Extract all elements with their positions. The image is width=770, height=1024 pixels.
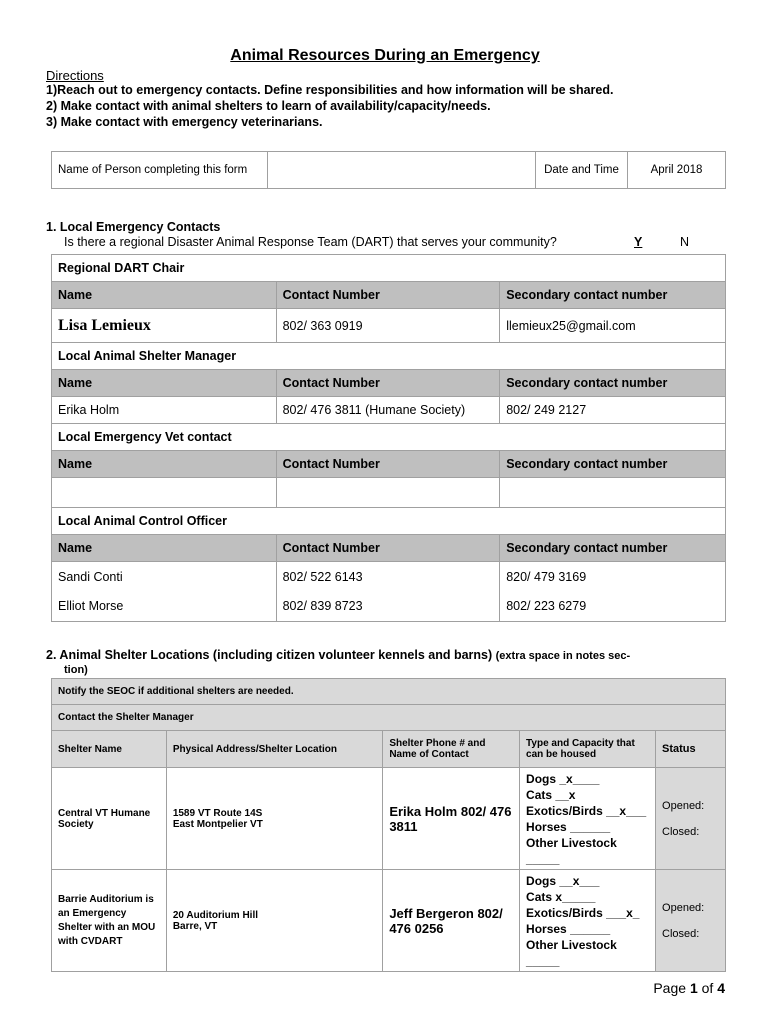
aco-secondary: 820/ 479 3169: [500, 562, 726, 592]
contact-manager-text: Contact the Shelter Manager: [52, 705, 726, 731]
col-contact: Contact Number: [276, 535, 500, 562]
emergency-contacts-table: [51, 254, 726, 622]
status-closed: Closed:: [662, 927, 700, 940]
address-line-1: 20 Auditorium Hill: [172, 909, 259, 921]
section2-title: 2. Animal Shelter Locations (including citizen volunteer kennels and barns): [46, 648, 493, 662]
livestock-capacity: Other Livestock: [526, 835, 617, 850]
shelter-manager-name: Erika Holm: [52, 397, 277, 424]
page-label: Page: [653, 980, 687, 996]
dart-chair-contact: 802/ 363 0919: [276, 309, 500, 343]
col-contact: Contact Number: [276, 370, 500, 397]
direction-item-2: 2) Make contact with animal shelters to learn of availability/capacity/needs.: [46, 99, 491, 113]
dart-chair-secondary: llemieux25@gmail.com: [500, 309, 726, 343]
col-secondary: Secondary contact number: [500, 451, 726, 478]
page-current: 1: [689, 980, 698, 996]
dogs-capacity: Dogs __x___: [526, 873, 600, 888]
shelter-name: Central VT Humane Society: [52, 768, 167, 870]
dogs-capacity: Dogs _x____: [526, 771, 600, 786]
dart-no-option[interactable]: N: [680, 235, 690, 249]
cats-capacity: Cats x_____: [526, 889, 596, 904]
col-secondary: Secondary contact number: [500, 370, 726, 397]
table-row: [52, 870, 726, 972]
col-name: Name: [52, 370, 277, 397]
vet-name-field[interactable]: [52, 478, 277, 508]
col-phone: Shelter Phone # and Name of Contact: [383, 731, 520, 768]
shelter-manager-contact: 802/ 476 3811 (Humane Society): [276, 397, 500, 424]
table-row: [52, 562, 726, 592]
col-name: Name: [52, 535, 277, 562]
col-type: Type and Capacity that can be housed: [520, 731, 656, 768]
livestock-capacity: Other Livestock: [526, 937, 617, 952]
page-title: Animal Resources During an Emergency: [230, 47, 540, 64]
section1-heading: 1. Local Emergency Contacts: [46, 220, 221, 234]
col-secondary: Secondary contact number: [500, 535, 726, 562]
aco-contact: 802/ 522 6143: [276, 562, 500, 592]
direction-item-3: 3) Make contact with emergency veterinarians.: [46, 115, 323, 129]
section2-note: (extra space in notes sec-: [495, 650, 631, 662]
shelter-locations-table: [51, 678, 726, 972]
col-secondary: Secondary contact number: [500, 282, 726, 309]
date-label: Date and Time: [536, 152, 628, 189]
shelter-contact: Jeff Bergeron 802/ 476 0256: [383, 870, 520, 972]
table-row: [52, 768, 726, 870]
section2-note-cont: tion): [64, 664, 88, 676]
livestock-blank: _____: [526, 851, 560, 866]
aco-secondary: 802/ 223 6279: [500, 592, 726, 622]
horses-capacity: Horses ______: [526, 921, 611, 936]
shelter-address: [166, 768, 383, 870]
exotics-capacity: Exotics/Birds ___x_: [526, 905, 640, 920]
aco-name: Elliot Morse: [52, 592, 277, 622]
dart-chair-label: Regional DART Chair: [52, 255, 726, 282]
address-line-2: Barre, VT: [172, 920, 218, 932]
table-row: [52, 309, 726, 343]
section2-heading: [46, 648, 630, 662]
col-status: Status: [656, 731, 726, 768]
dart-question: Is there a regional Disaster Animal Response Team (DART) that serves your community?: [64, 235, 557, 249]
shelter-manager-secondary: 802/ 249 2127: [500, 397, 726, 424]
shelter-manager-label: Local Animal Shelter Manager: [52, 343, 726, 370]
vet-label: Local Emergency Vet contact: [52, 424, 726, 451]
shelter-capacity: [520, 768, 656, 870]
page-of: of: [701, 980, 714, 996]
horses-capacity: Horses ______: [526, 819, 611, 834]
table-header-row: [52, 282, 726, 309]
notify-seoc-text: Notify the SEOC if additional shelters are needed.: [52, 679, 726, 705]
dart-yes-option[interactable]: Y: [634, 235, 643, 249]
cats-capacity: Cats __x: [526, 787, 576, 802]
page-number: [653, 980, 725, 996]
name-label: Name of Person completing this form: [52, 152, 268, 189]
shelter-status: [656, 768, 726, 870]
page-total: 4: [717, 980, 725, 996]
shelter-capacity: [520, 870, 656, 972]
status-opened: Opened:: [662, 901, 705, 914]
col-name: Name: [52, 282, 277, 309]
status-closed: Closed:: [662, 825, 700, 838]
col-shelter-name: Shelter Name: [52, 731, 167, 768]
aco-label: Local Animal Control Officer: [52, 508, 726, 535]
directions-heading: Directions: [46, 68, 104, 83]
shelter-contact: Erika Holm 802/ 476 3811: [383, 768, 520, 870]
table-header-row: [52, 451, 726, 478]
col-contact: Contact Number: [276, 451, 500, 478]
vet-contact-field[interactable]: [276, 478, 500, 508]
table-row: [52, 592, 726, 622]
name-value-field[interactable]: [268, 152, 536, 189]
aco-contact: 802/ 839 8723: [276, 592, 500, 622]
shelter-status: [656, 870, 726, 972]
address-line-2: East Montpelier VT: [172, 818, 263, 830]
table-row: [52, 397, 726, 424]
table-row: [52, 478, 726, 508]
direction-item-1: 1)Reach out to emergency contacts. Define responsibilities and how information will be shared.: [46, 83, 614, 97]
date-value-field[interactable]: April 2018: [628, 152, 726, 189]
col-address: Physical Address/Shelter Location: [166, 731, 383, 768]
table-header-row: [52, 370, 726, 397]
form-header-table: [51, 151, 726, 189]
aco-name: Sandi Conti: [52, 562, 277, 592]
livestock-blank: _____: [526, 953, 560, 968]
table-header-row: [52, 731, 726, 768]
shelter-address: [166, 870, 383, 972]
dart-chair-name: Lisa Lemieux: [52, 309, 277, 343]
shelter-name: Barrie Auditorium is an Emergency Shelter with an MOU with CVDART: [52, 870, 167, 972]
col-contact: Contact Number: [276, 282, 500, 309]
exotics-capacity: Exotics/Birds __x___: [526, 803, 647, 818]
col-name: Name: [52, 451, 277, 478]
address-line-1: 1589 VT Route 14S: [172, 807, 263, 819]
table-header-row: [52, 535, 726, 562]
vet-secondary-field[interactable]: [500, 478, 726, 508]
status-opened: Opened:: [662, 799, 705, 812]
